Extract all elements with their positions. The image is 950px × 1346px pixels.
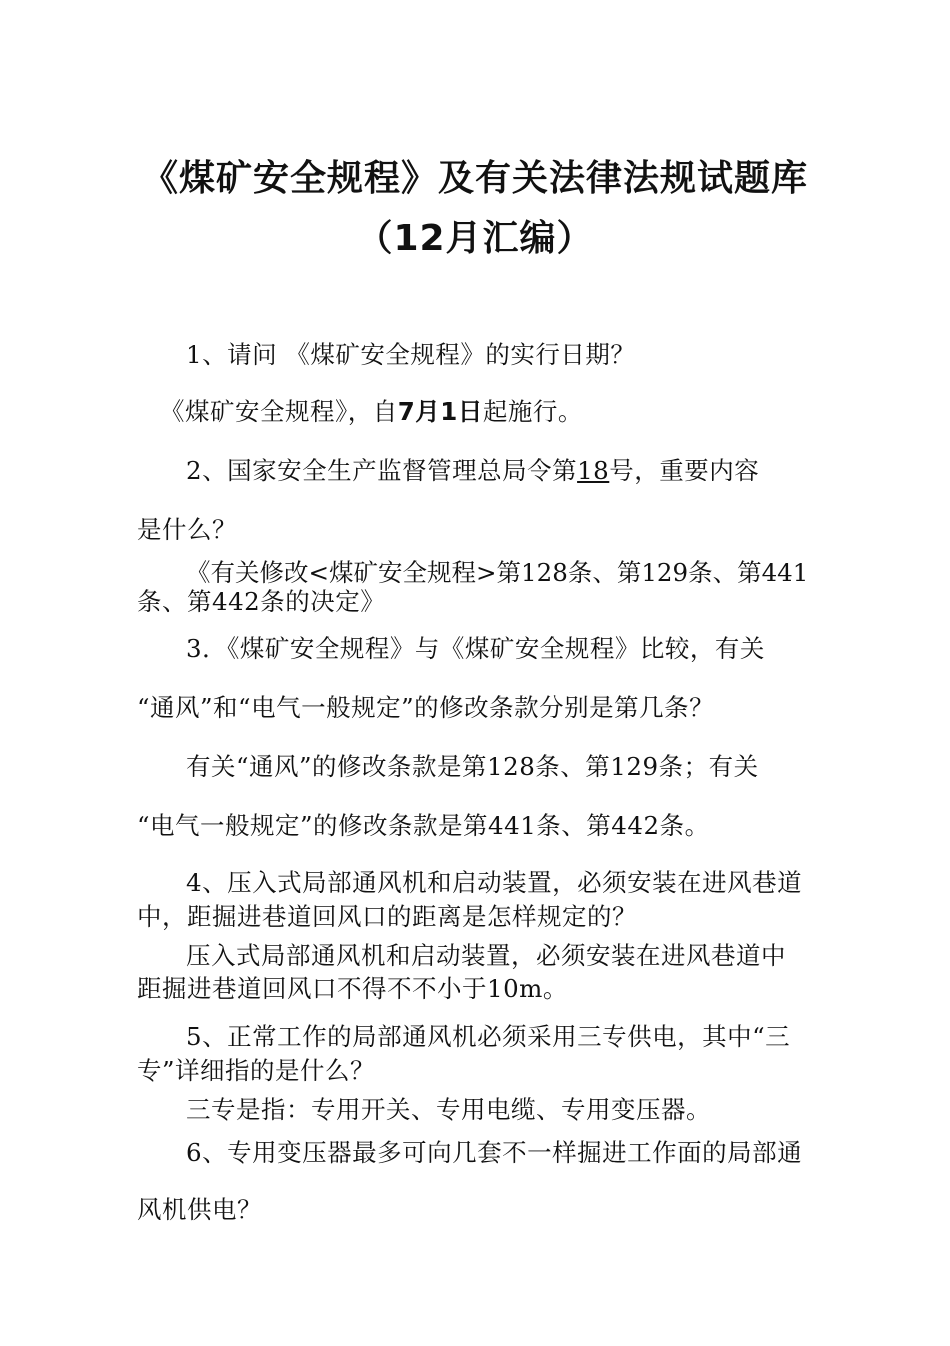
question-6-line-2: 风机供电？ — [137, 1195, 262, 1224]
question-2-suffix: 号，重要内容 — [609, 456, 760, 485]
answer-4-line-1: 压入式局部通风机和启动装置，必须安装在进风巷道中 — [186, 941, 786, 970]
answer-3-line-2: “电气一般规定”的修改条款是第441条、第442条。 — [137, 811, 710, 840]
question-2-prefix: 2、国家安全生产监督管理总局令第 — [186, 456, 578, 485]
answer-5: 三专是指：专用开关、专用电缆、专用变压器。 — [186, 1095, 711, 1124]
document-title: 《煤矿安全规程》及有关法律法规试题库 — [141, 158, 808, 199]
question-5-line-1: 5、正常工作的局部通风机必须采用三专供电，其中“三 — [186, 1022, 791, 1051]
question-6 — [137, 1134, 817, 1226]
answer-2-line-2: 条、第442条的决定》 — [137, 587, 386, 616]
answer-2 — [137, 558, 817, 616]
question-1: 1、请问 《煤矿安全规程》的实行日期？ — [186, 340, 636, 369]
question-3-line-2: “通风”和“电气一般规定”的修改条款分别是第几条？ — [137, 693, 715, 722]
answer-1-date: 7月1日 — [397, 397, 483, 426]
answer-2-line-1: 《有关修改<煤矿安全规程>第128条、第129条、第441 — [186, 558, 809, 587]
question-3 — [137, 630, 817, 724]
question-3-line-1: 3．《煤矿安全规程》与《煤矿安全规程》比较，有关 — [186, 634, 765, 663]
answer-1-prefix: 《煤矿安全规程》，自 — [160, 397, 398, 426]
question-2-line-2: 是什么？ — [137, 515, 237, 544]
answer-4 — [137, 939, 817, 1005]
answer-3-line-1: 有关“通风”的修改条款是第128条、第129条；有关 — [186, 752, 759, 781]
question-6-line-1: 6、专用变压器最多可向几套不一样掘进工作面的局部通 — [186, 1138, 803, 1167]
answer-3 — [137, 748, 817, 842]
question-4 — [137, 866, 817, 934]
answer-4-line-2: 距掘进巷道回风口不得不不小于10m。 — [137, 974, 568, 1003]
question-4-line-1: 4、压入式局部通风机和启动装置，必须安装在进风巷道 — [186, 868, 803, 897]
question-4-line-2: 中，距掘进巷道回风口的距离是怎样规定的？ — [137, 902, 637, 931]
document-subtitle: （12月汇编） — [356, 218, 594, 259]
question-5-line-2: 专”详细指的是什么？ — [137, 1056, 376, 1085]
answer-1-suffix: 起施行。 — [482, 397, 583, 426]
question-2 — [137, 452, 817, 546]
answer-1 — [160, 393, 840, 428]
question-2-order-number: 18 — [577, 456, 610, 485]
question-5 — [137, 1016, 817, 1084]
